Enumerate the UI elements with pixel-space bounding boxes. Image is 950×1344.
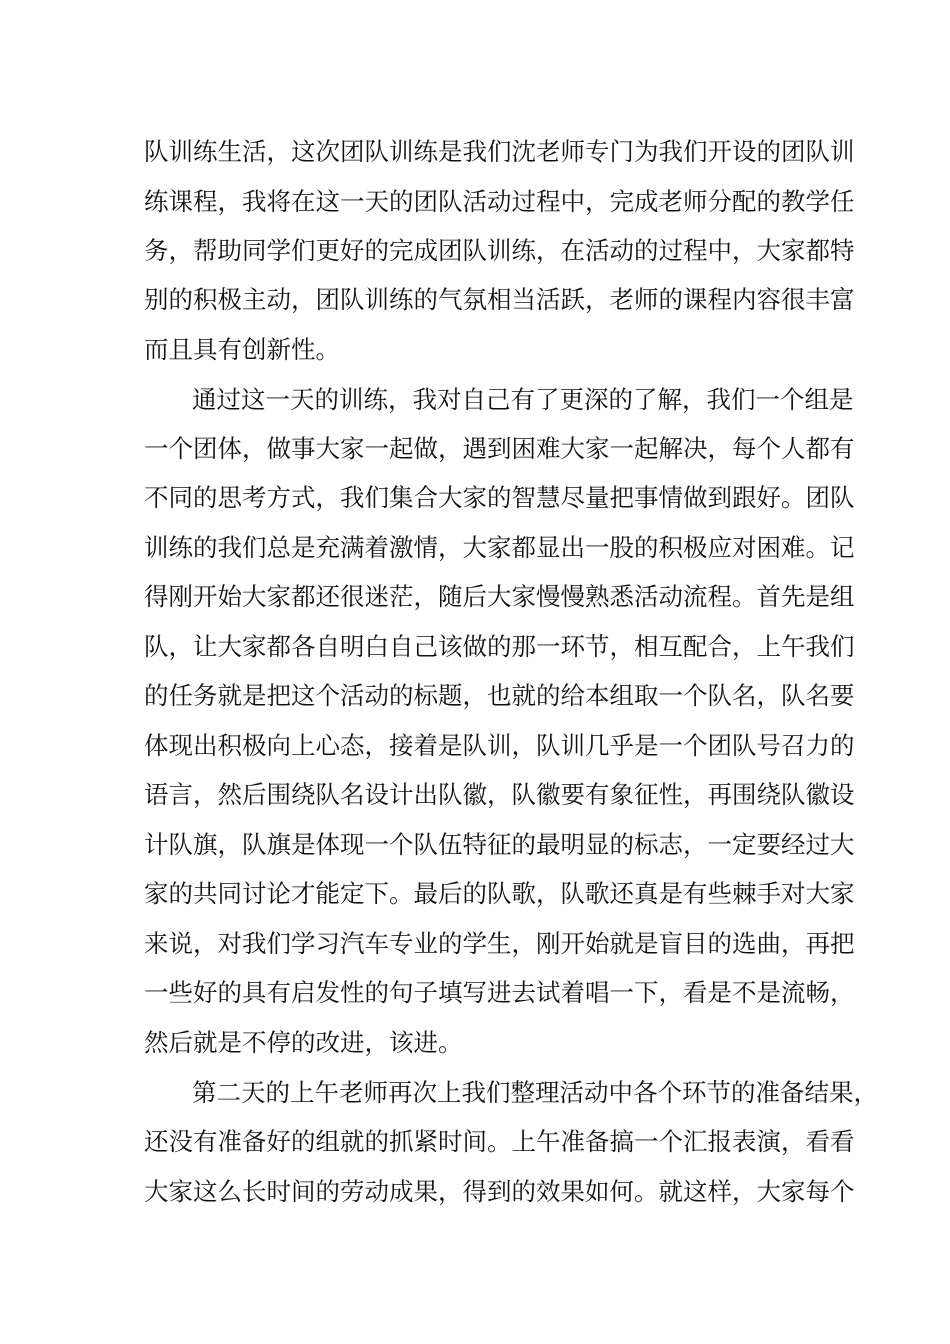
text-line: 队，让大家都各自明白自己该做的那一环节，相互配合，上午我们 — [144, 632, 855, 661]
text-line: 别的积极主动，团队训练的气氛相当活跃，老师的课程内容很丰富 — [144, 285, 855, 314]
paragraph-first-line: 第二天的上午老师再次上我们整理活动中各个环节的准备结果， — [192, 1078, 878, 1107]
text-line: 训练的我们总是充满着激情，大家都显出一股的积极应对困难。记 — [144, 533, 855, 562]
text-line: 练课程，我将在这一天的团队活动过程中，完成老师分配的教学任 — [144, 187, 855, 216]
paragraph-first-line: 通过这一天的训练，我对自己有了更深的了解，我们一个组是 — [192, 385, 854, 414]
text-line: 计队旗，队旗是体现一个队伍特征的最明显的标志，一定要经过大 — [144, 830, 855, 859]
text-line: 家的共同讨论才能定下。最后的队歌，队歌还真是有些棘手对大家 — [144, 879, 855, 908]
text-line: 务，帮助同学们更好的完成团队训练，在活动的过程中，大家都特 — [144, 236, 855, 265]
text-line: 来说，对我们学习汽车专业的学生，刚开始就是盲目的选曲，再把 — [144, 929, 855, 958]
text-line: 得刚开始大家都还很迷茫，随后大家慢慢熟悉活动流程。首先是组 — [144, 582, 855, 611]
text-line: 一个团体，做事大家一起做，遇到困难大家一起解决，每个人都有 — [144, 434, 855, 463]
text-line: 语言，然后围绕队名设计出队徽，队徽要有象征性，再围绕队徽设 — [144, 780, 855, 809]
text-line: 大家这么长时间的劳动成果，得到的效果如何。就这样，大家每个 — [144, 1177, 855, 1206]
text-line: 的任务就是把这个活动的标题，也就的给本组取一个队名，队名要 — [144, 681, 855, 710]
text-line: 还没有准备好的组就的抓紧时间。上午准备搞一个汇报表演，看看 — [144, 1127, 855, 1156]
text-line: 体现出积极向上心态，接着是队训，队训几乎是一个团队号召力的 — [144, 731, 855, 760]
text-line: 队训练生活，这次团队训练是我们沈老师专门为我们开设的团队训 — [144, 137, 855, 166]
text-line: 不同的思考方式，我们集合大家的智慧尽量把事情做到跟好。团队 — [144, 483, 855, 512]
text-line: 而且具有创新性。 — [144, 335, 340, 364]
text-line: 然后就是不停的改进，该进。 — [144, 1028, 463, 1057]
text-line: 一些好的具有启发性的句子填写进去试着唱一下，看是不是流畅， — [144, 978, 855, 1007]
